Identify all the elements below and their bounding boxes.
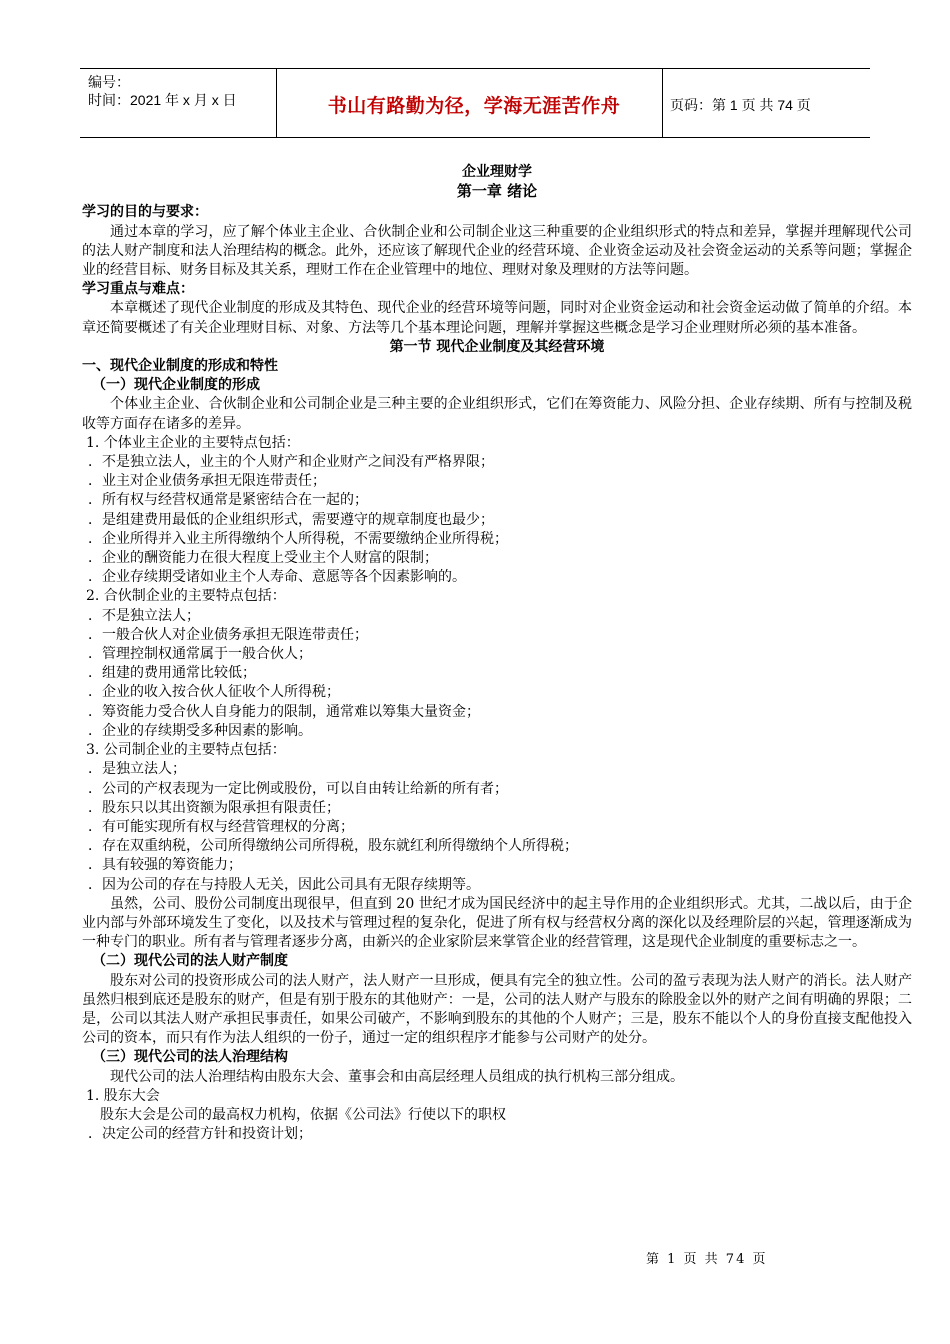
header-slogan: 书山有路勤为径，学海无涯苦作舟 (327, 95, 621, 117)
list-item: ．决定公司的经营方针和投资计划； (88, 1126, 312, 1143)
document-number-label: 编号： (88, 74, 130, 90)
page-header (80, 68, 870, 138)
list-item: ．一般合伙人对企业债务承担无限连带责任； (88, 626, 368, 643)
list-item: ．是独立法人； (88, 761, 186, 778)
document-date: 时间：2021 年 x 月 x 日 (88, 92, 237, 108)
list-item: ．具有较强的筹资能力； (88, 857, 242, 874)
list-item: ．存在双重纳税，公司所得缴纳公司所得税，股东就红利所得缴纳个人所得税； (88, 838, 578, 855)
list-item: ．因为公司的存在与持股人无关，因此公司具有无限存续期等。 (88, 876, 480, 893)
key-points-heading: 学习重点与难点： (82, 281, 194, 298)
list-item: ．管理控制权通常属于一般合伙人； (88, 646, 312, 663)
header-page-info: 页码：第 1 页 共 74 页 (670, 97, 811, 113)
list-item: ．企业的存续期受多种因素的影响。 (88, 722, 312, 739)
header-meta (88, 73, 237, 109)
section-heading: 第一节 现代企业制度及其经营环境 (389, 338, 605, 355)
heading-1: 一、现代企业制度的形成和特性 (82, 358, 278, 375)
header-divider (276, 69, 277, 137)
chapter-heading: 第一章 绪论 (456, 182, 538, 201)
list-item: ．是组建费用最低的企业组织形式，需要遵守的规章制度也最少； (88, 511, 494, 528)
paragraph-2: 虽然，公司、股份公司制度出现很早，但直到 20 世纪才成为国民经济中的起主导作用的企业组织形式。尤其，二战以后，由于企业内部与外部环境发生了变化，以及技术与管理过程的复杂化，促进了所有权与经营权分离的深化以及经理阶层的兴起，管理逐渐成为一种专门的职业。所有者与管理者逐步分离，由新兴的企业家阶层来掌管企业的经营管理，这是现代企业制度的重要标志之一。 (82, 895, 912, 951)
page-footer: 第 1 页 共 74 页 (646, 1252, 768, 1267)
goal-heading: 学习的目的与要求： (82, 204, 208, 221)
numbered-item-2: 2. 合伙制企业的主要特点包括： (86, 588, 286, 605)
list-item: ．所有权与经营权通常是紧密结合在一起的； (88, 492, 368, 509)
list-item: ．股东只以其出资额为限承担有限责任； (88, 799, 340, 816)
list-item: ．业主对企业债务承担无限连带责任； (88, 473, 326, 490)
subheading-1: （一）现代企业制度的形成 (92, 377, 260, 394)
document-title: 企业理财学 (462, 164, 532, 180)
subheading-2: （二）现代公司的法人财产制度 (92, 953, 288, 970)
list-item: ．公司的产权表现为一定比例或股份，可以自由转让给新的所有者； (88, 780, 508, 797)
numbered-item-1: 1. 个体业主企业的主要特点包括： (86, 434, 300, 451)
numbered-item-4: 1. 股东大会 (86, 1087, 160, 1104)
paragraph-5: 股东大会是公司的最高权力机构，依据《公司法》行使以下的职权 (100, 1106, 506, 1123)
list-item: ．不是独立法人，业主的个人财产和企业财产之间没有严格界限； (88, 454, 494, 471)
numbered-item-3: 3. 公司制企业的主要特点包括： (86, 742, 286, 759)
goal-paragraph: 通过本章的学习，应了解个体业主企业、合伙制企业和公司制企业这三种重要的企业组织形式的特点和差异，掌握并理解现代公司的法人财产制度和法人治理结构的概念。此外，还应该了解现代企业的经营环境、企业资金运动及社会资金运动的关系等问题；掌握企业的经营目标、财务目标及其关系，理财工作在企业管理中的地位、理财对象及理财的方法等问题。 (82, 223, 912, 279)
paragraph-1: 个体业主企业、合伙制企业和公司制企业是三种主要的企业组织形式，它们在筹资能力、风险分担、企业存续期、所有与控制及税收等方面存在诸多的差异。 (82, 396, 912, 432)
document-body (82, 163, 912, 1144)
subheading-3: （三）现代公司的法人治理结构 (92, 1049, 288, 1066)
paragraph-3: 股东对公司的投资形成公司的法人财产，法人财产一旦形成，便具有完全的独立性。公司的盈亏表现为法人财产的消长。法人财产虽然归根到底还是股东的财产，但是有别于股东的其他财产：一是，公司的法人财产与股东的除股金以外的财产之间有明确的界限；二是，公司以其法人财产承担民事责任，如果公司破产，不影响到股东的其他的个人财产；三是，股东不能以个人的身份直接支配他投入公司的资本，而只有作为法人组织的一份子，通过一定的组织程序才能参与公司财产的处分。 (82, 972, 912, 1047)
paragraph-4: 现代公司的法人治理结构由股东大会、董事会和由高层经理人员组成的执行机构三部分组成。 (110, 1068, 684, 1085)
list-item: ．企业的酬资能力在很大程度上受业主个人财富的限制； (88, 550, 438, 567)
list-item: ．有可能实现所有权与经营管理权的分离； (88, 818, 354, 835)
list-item: ．不是独立法人； (88, 607, 200, 624)
list-item: ．企业存续期受诸如业主个人寿命、意愿等各个因素影响的。 (88, 569, 466, 586)
key-points-paragraph: 本章概述了现代企业制度的形成及其特色、现代企业的经营环境等问题，同时对企业资金运动和社会资金运动做了简单的介绍。本章还简要概述了有关企业理财目标、对象、方法等几个基本理论问题，理解并掌握这些概念是学习企业理财所必须的基本准备。 (82, 300, 912, 336)
list-item: ．组建的费用通常比较低； (88, 665, 256, 682)
list-item: ．筹资能力受合伙人自身能力的限制，通常难以筹集大量资金； (88, 703, 480, 720)
list-item: ．企业的收入按合伙人征收个人所得税； (88, 684, 340, 701)
list-item: ．企业所得并入业主所得缴纳个人所得税，不需要缴纳企业所得税； (88, 530, 508, 547)
